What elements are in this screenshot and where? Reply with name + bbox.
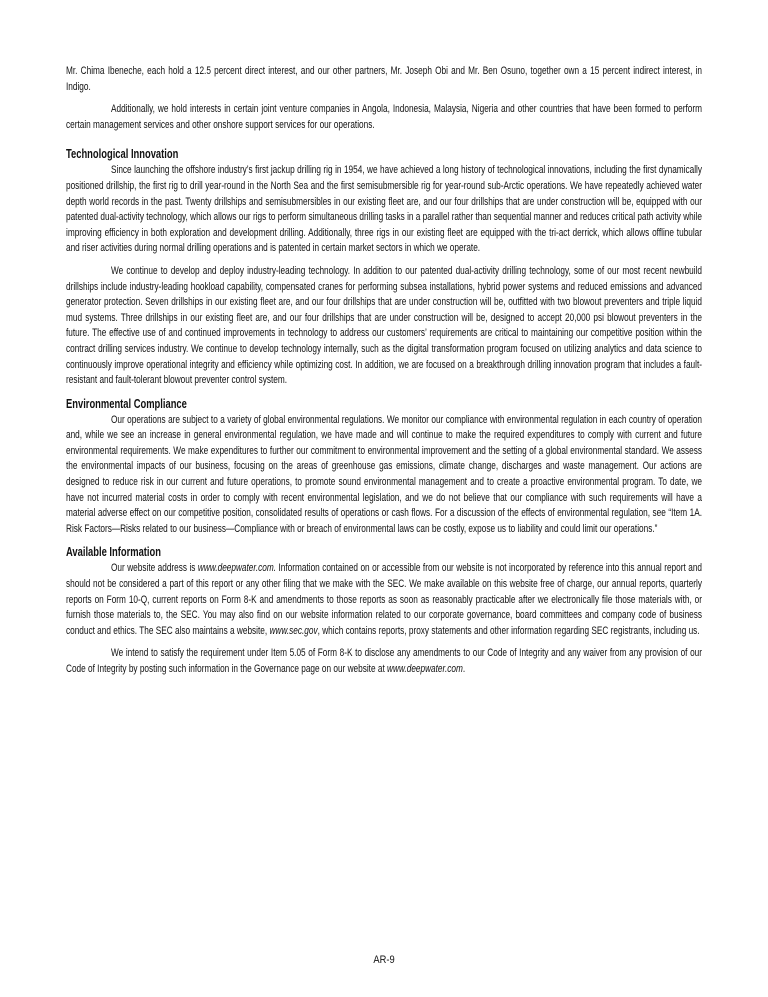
env-paragraph: Our operations are subject to a variety of global environmental regulations. We monitor our compliance with environmental regulation in each country of operation and, while we see an increase in general environmental regulation, we have made and will continue to make the required expenditures to comply with current and future environmental requirements. We make expenditures to further our commitment to environmental improvement and the setting of a global environmental standard. We assess the environmental impacts of our business, focusing on the areas of greenhouse gas emissions, climate change, discharges and waste management. Our actions are designed to reduce risk in our current and future operations, to promote sound environmental management and to create a proactive environmental program. To date, we have not incurred material costs in order to comply with recent environmental legislation, and we do not believe that our compliance with such requirements will have a material adverse effect on our competitive position, consolidated results of operations or cash flows. For a discussion of the effects of environmental regulation, see “Item 1A. Risk Factors—Risks related to our business—Compliance with or breach of environmental laws can be costly, expose us to liability and could limit our operations.” — [66, 413, 702, 535]
page-number: AR-9 — [373, 954, 395, 966]
website-link[interactable]: www.deepwater.com — [387, 663, 463, 675]
section-heading-technological-innovation: Technological Innovation — [66, 147, 179, 162]
text: Information contained on or accessible from our website is not incorporated by reference into this annual report and should not be considered a part of this report or any other filing that we make with the SEC. We make available on this website free of charge, our annual reports, quarterly reports on Form 10-Q, current reports on Form 8-K and amendments to those reports as soon as reasonably practicable after we electronically file those materials with, or furnish those materials to, the SEC. You may also find on our website information related to our corporate governance, board committees and company code of business conduct and ethics. The SEC also maintains a website, — [66, 562, 702, 637]
text: , which contains reports, proxy statements and other information regarding SEC registrants, including us. — [317, 624, 700, 637]
text: We intend to satisfy the requirement under Item 5.05 of Form 8-K to disclose any amendments to our Code of Integrity and any waiver from any provision of our Code of Integrity by posting such information in the Governance page on our website at — [66, 647, 702, 675]
sec-website-link[interactable]: www.sec.gov — [269, 624, 318, 637]
info-paragraph-2 — [66, 646, 702, 677]
tech-paragraph-1: Since launching the offshore industry’s first jackup drilling rig in 1954, we have achieved a long history of technological innovations, including the first dynamically positioned drillship, the first rig to drill year-round in the North Sea and the first semisubmersible rig for year-round sub-Arctic operations. We have repeatedly achieved water depth world records in the past. Twenty drillships and semisubmersibles in our existing fleet are, and our four drillships that are under construction will be, equipped with our patented dual-activity technology, which allows our rigs to perform simultaneous drilling tasks in a parallel rather than sequential manner and reduces critical path activity while improving efficiency in both exploration and development drilling. Additionally, three rigs in our existing fleet are equipped with the tri-act derrick, which allows offline tubular and riser activities during normal drilling operations and is patented in certain market sectors in which we operate. — [66, 164, 702, 255]
website-link[interactable]: www.deepwater.com. — [197, 562, 277, 575]
intro-paragraph-continued: Mr. Chima Ibeneche, each hold a 12.5 percent direct interest, and our other partners, Mr. Joseph Obi and Mr. Ben Osuno, together own a 15 percent indirect interest, in Indigo. — [66, 65, 702, 93]
info-paragraph-1 — [66, 561, 702, 639]
section-heading-environmental-compliance: Environmental Compliance — [66, 396, 187, 411]
section-heading-available-information: Available Information — [66, 545, 161, 560]
document-page — [66, 64, 702, 685]
text: Our website address is — [111, 562, 198, 575]
tech-paragraph-2: We continue to develop and deploy industry-leading technology. In addition to our patented dual-activity drilling technology, some of our most recent newbuild drillships include industry-leading hookload capability, compensated cranes for performing subsea installations, hybrid power systems and reduced emissions and advanced generator protection. Seven drillships in our existing fleet are, and our four drillships that are under construction will be, outfitted with two blowout preventers and triple liquid mud systems. Three drillships in our existing fleet are, and our four drillships that are under construction will be, designed to accept 20,000 psi blowout preventers in the future. The effective use of and continued improvements in technology to address our customers’ requirements are critical to maintaining our competitive position within the contract drilling services industry. We continue to develop technology internally, such as the digital transformation program focused on utilizing analytics and data science to continuously improve operational integrity and efficiency while optimizing cost. In addition, we are focused on a breakthrough drilling innovation program that includes a fault-resistant and fault-tolerant blowout preventer control system. — [66, 264, 702, 387]
text: . — [462, 663, 466, 675]
joint-venture-paragraph: Additionally, we hold interests in certain joint venture companies in Angola, Indonesia, Malaysia, Nigeria and other countries that have been formed to perform certain management services and other onshore support services for our operations. — [66, 103, 702, 131]
